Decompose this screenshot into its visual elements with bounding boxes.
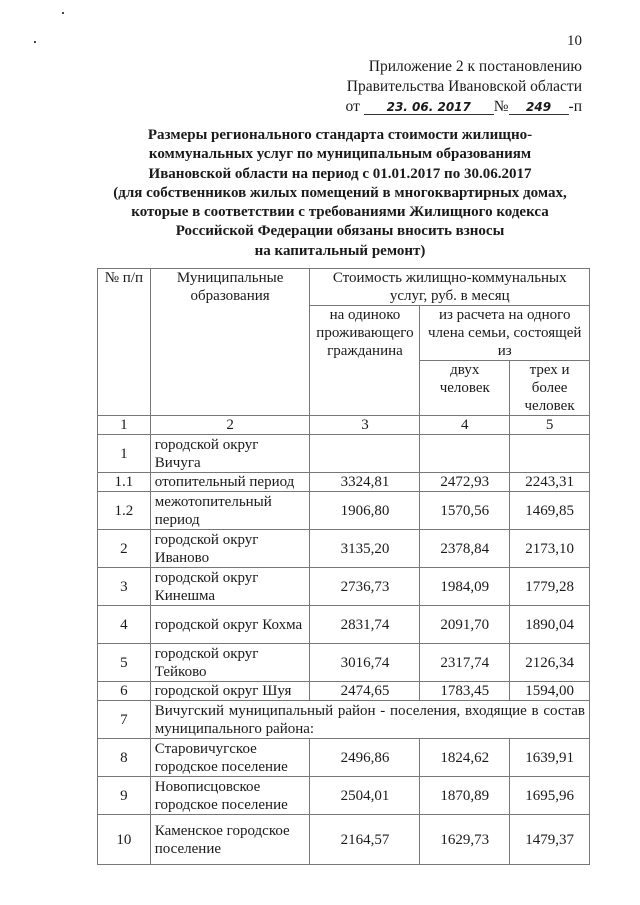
column-number: 5 [510,416,590,435]
table-row [98,815,590,865]
row-name: Старовичугское городское поселение [150,739,310,777]
row-three: 1639,91 [510,739,590,777]
table-row [98,701,590,739]
row-name: Каменское городское поселение [150,815,310,865]
table-row [98,644,590,682]
row-single: 2496,86 [310,739,420,777]
row-name: отопительный период [150,473,310,492]
title-line: коммунальных услуг по муниципальным образованиям [148,146,532,163]
title-line: Российской Федерации обязаны вносить взносы [175,223,505,240]
resolution-date: 23. 06. 2017 [364,100,494,115]
table-row [98,777,590,815]
row-num: 1.2 [98,492,151,530]
row-three [510,435,590,473]
page-number: 10 [567,33,582,49]
row-two: 1783,45 [420,682,510,701]
table-row [98,568,590,606]
header-three-plus: трех и более человек [510,361,590,416]
row-name: городской округ Шуя [150,682,310,701]
header-num: № п/п [98,269,151,416]
row-name: городской округ Тейково [150,644,310,682]
table-row [98,530,590,568]
row-three: 1479,37 [510,815,590,865]
title-line: которые в соответствии с требованиями Жилищного кодекса [131,204,549,221]
column-number: 2 [150,416,310,435]
row-num: 3 [98,568,151,606]
row-num: 5 [98,644,151,682]
title-line: Ивановской области на период с 01.01.2017 по 30.06.2017 [148,165,532,182]
row-three: 1779,28 [510,568,590,606]
column-number: 3 [310,416,420,435]
row-three: 2126,34 [510,644,590,682]
table-row [98,682,590,701]
row-single: 3324,81 [310,473,420,492]
row-two: 2091,70 [420,606,510,644]
row-num: 10 [98,815,151,865]
row-name: городской округ Кинешма [150,568,310,606]
row-two [420,435,510,473]
row-two: 1984,09 [420,568,510,606]
scan-speck [62,12,64,14]
resolution-number: 249 [509,100,569,115]
row-single: 2164,57 [310,815,420,865]
document-title [90,126,590,261]
header-per-member: из расчета на одного члена семьи, состоящей из [420,306,590,361]
number-suffix: -п [568,98,582,115]
row-num: 1 [98,435,151,473]
row-single: 2831,74 [310,606,420,644]
row-three: 1469,85 [510,492,590,530]
row-two: 2472,93 [420,473,510,492]
row-num: 1.1 [98,473,151,492]
row-single: 2736,73 [310,568,420,606]
row-single: 3016,74 [310,644,420,682]
row-two: 1570,56 [420,492,510,530]
row-two: 2317,74 [420,644,510,682]
row-two: 1629,73 [420,815,510,865]
housing-cost-table [97,268,590,865]
appendix-header [346,57,582,117]
row-name: Новописцовское городское поселение [150,777,310,815]
title-line: на капитальный ремонт) [254,242,426,259]
row-three: 1594,00 [510,682,590,701]
title-line: (для собственников жилых помещений в многоквартирных домах, [113,184,567,201]
row-name: межотопительный период [150,492,310,530]
appendix-line-1: Приложение 2 к постановлению [368,58,582,75]
table-row [98,739,590,777]
row-num: 9 [98,777,151,815]
row-three: 2173,10 [510,530,590,568]
row-name-district-heading: Вичугский муниципальный район - поселения, входящие в состав муниципального района: [150,701,589,739]
row-single: 2504,01 [310,777,420,815]
row-num: 8 [98,739,151,777]
scan-speck [34,41,36,43]
row-name: городской округ Иваново [150,530,310,568]
header-cost: Стоимость жилищно-коммунальных услуг, руб. в месяц [310,269,590,306]
row-two: 2378,84 [420,530,510,568]
header-municipality: Муниципальные образования [150,269,310,416]
appendix-date-line [346,97,582,117]
from-label: от [345,98,360,115]
row-name: городской округ Кохма [150,606,310,644]
table-row [98,606,590,644]
row-num: 6 [98,682,151,701]
row-num: 4 [98,606,151,644]
row-three: 1890,04 [510,606,590,644]
title-line: Размеры регионального стандарта стоимости жилищно- [147,127,533,143]
column-number-row [98,416,590,435]
appendix-line-2: Правительства Ивановской области [346,78,582,95]
row-num: 7 [98,701,151,739]
table-row [98,492,590,530]
row-single: 2474,65 [310,682,420,701]
table-row [98,473,590,492]
row-two: 1870,89 [420,777,510,815]
row-num: 2 [98,530,151,568]
header-two: двух человек [420,361,510,416]
row-single [310,435,420,473]
header-single: на одиноко проживающего гражданина [310,306,420,416]
row-name: городской округ Вичуга [150,435,310,473]
column-number: 1 [98,416,151,435]
number-label: № [493,98,509,115]
row-single: 3135,20 [310,530,420,568]
row-two: 1824,62 [420,739,510,777]
row-three: 1695,96 [510,777,590,815]
row-single: 1906,80 [310,492,420,530]
table-row [98,435,590,473]
column-number: 4 [420,416,510,435]
row-three: 2243,31 [510,473,590,492]
